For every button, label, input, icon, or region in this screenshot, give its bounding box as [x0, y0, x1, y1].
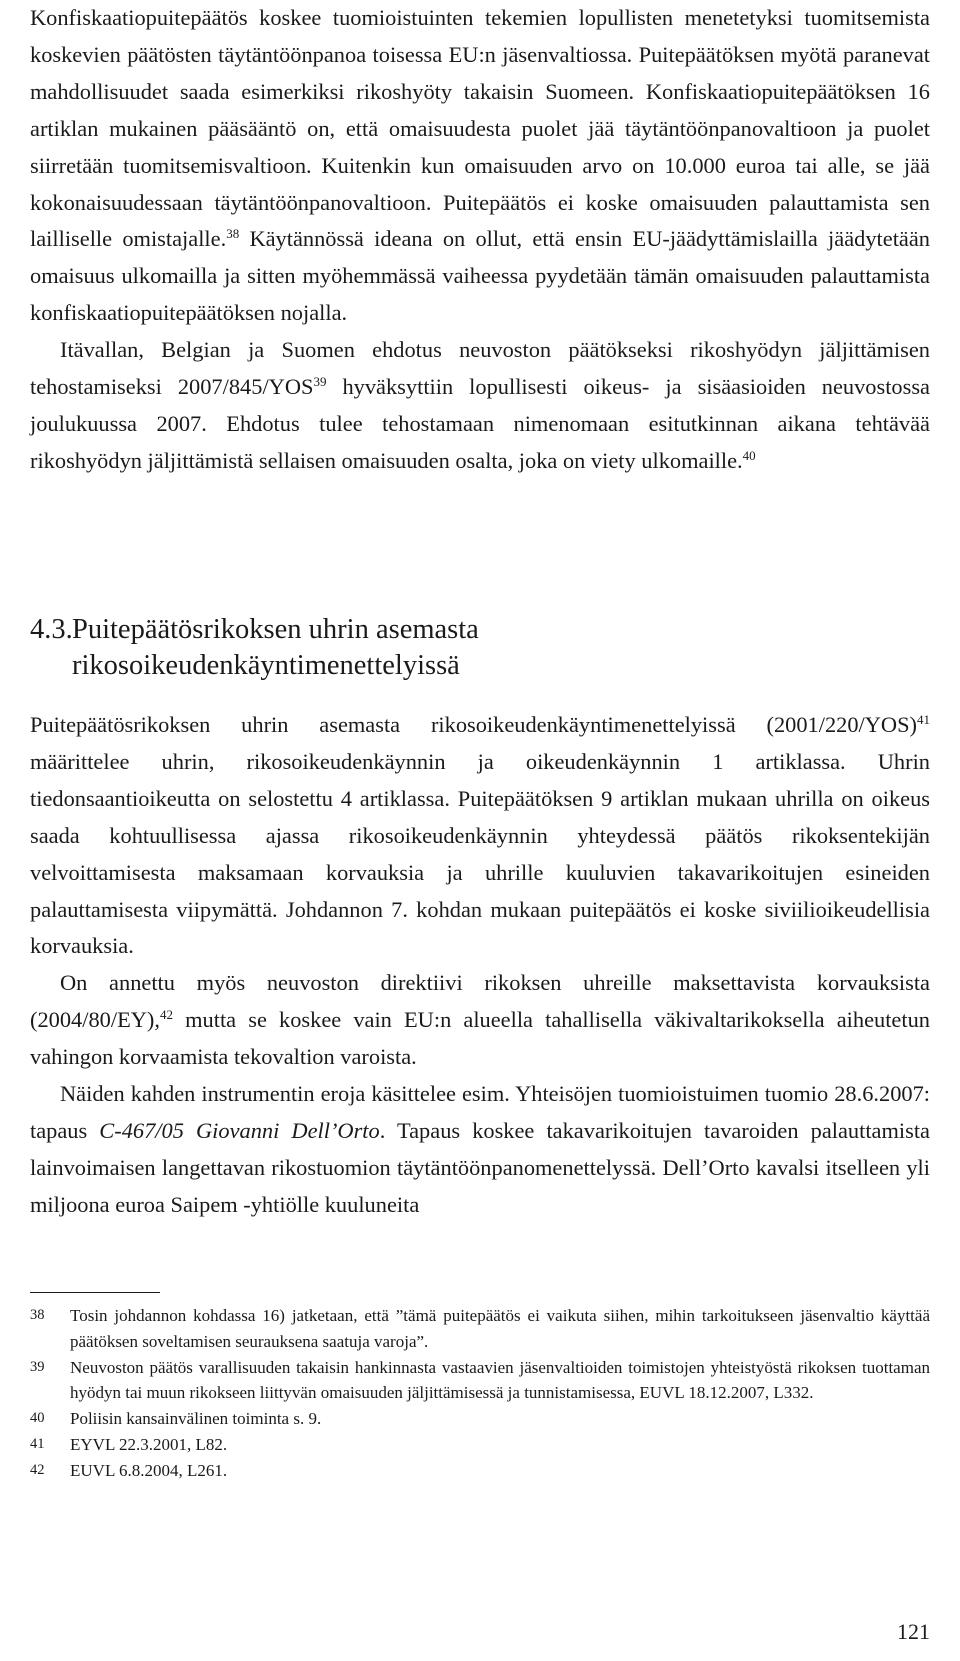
footnote-text: EUVL 6.8.2004, L261.: [70, 1460, 228, 1480]
footnote-ref-41[interactable]: 41: [917, 712, 930, 727]
paragraph-text: määrittelee uhrin, rikosoikeudenkäynnin ja oikeudenkäynnin 1 artiklassa. Uhrin tiedonsaantioikeutta on selostettu 4 artiklassa. Puitepäätöksen 9 artiklan mukaan uhrilla on oikeus saada kohtuullisessa ajassa rikosoikeudenkäynnin yhteydessä päätös rikoksentekijän velvoittamisesta maksamaan korvauksia ja uhrille kuuluvien takavarikoitujen esineiden palauttamisesta viipymättä. Johdannon 7. kohdan mukaan puitepäätös ei koske siviilioikeudellisia korvauksia.: [30, 748, 930, 959]
footnote-42: [30, 1458, 930, 1484]
section-number: 4.3.: [30, 614, 73, 645]
paragraph-text: . Tapaus koskee takavarikoitujen tavaroiden palauttamista lainvoimaisen langettavan rikostuomion täytäntöönpanomenettelyssä. Dell’Orto kavalsi itselleen yli miljoona euroa Saipem -yhtiölle kuuluneita: [30, 1117, 930, 1217]
paragraph-text: Käytännössä ideana on ollut, että ensin EU-jäädyttämislailla jäädytetään omaisuus ulkomailla ja sitten myöhemmässä vaiheessa pyydetään tämän omaisuuden palauttamista konfiskaatiopuitepäätöksen nojalla.: [30, 226, 930, 326]
paragraph-victim-status: [30, 707, 930, 965]
footnote-38: [30, 1303, 930, 1355]
footnote-divider: [30, 1292, 160, 1293]
paragraph-text: mutta se koskee vain EU:n alueella tahallisella väkivaltarikoksella aiheutetun vahingon korvaamista tekovaltion varoista.: [30, 1007, 930, 1070]
footnotes: [30, 1303, 930, 1484]
footnote-39: [30, 1355, 930, 1407]
footnote-text: Poliisin kansainvälinen toiminta s. 9.: [70, 1409, 322, 1429]
footnote-number: 40: [30, 1410, 45, 1427]
paragraph-proceeds-tracing: [30, 332, 930, 480]
footnote-number: 42: [30, 1461, 45, 1478]
footnote-number: 39: [30, 1358, 45, 1375]
footnote-number: 38: [30, 1307, 45, 1323]
paragraph-text: Puitepäätösrikoksen uhrin asemasta rikosoikeudenkäyntimenettelyissä (2001/220/YOS): [30, 712, 917, 737]
paragraph-text: Näiden kahden instrumentin eroja käsittelee esim. Yhteisöjen tuomioistuimen tuomio 28.6.2007: tapaus: [30, 1081, 930, 1143]
page-number: 121: [897, 1619, 930, 1644]
footnote-text: Tosin johdannon kohdassa 16) jatketaan, että ”tämä puitepäätös ei vaikuta siihen, mihin tarkoitukseen jäsenvaltio käyttää päätöksen soveltamisen seurauksena saatuja varoja”.: [70, 1306, 930, 1351]
footnote-ref-39[interactable]: 39: [313, 374, 327, 390]
paragraph-case-law: [30, 1076, 930, 1224]
section-title: [72, 612, 930, 684]
paragraph-text: hyväksyttiin lopullisesti oikeus- ja sisäasioiden neuvostossa joulukuussa 2007. Ehdotus tulee tehostamaan nimenomaan esitutkinnan aikana tehtävää rikoshyödyn jäljittämistä sellaisen omaisuuden osalta, joka on viety ulkomaille.: [30, 374, 930, 473]
footnote-ref-40[interactable]: 40: [742, 447, 756, 463]
footnote-ref-42[interactable]: 42: [159, 1007, 173, 1023]
paragraph-text: Konfiskaatiopuitepäätös koskee tuomioistuinten tekemien lopullisten menetetyksi tuomitsemista koskevien päätösten täytäntöönpanoa toisessa EU:n jäsenvaltiossa. Puitepäätöksen myötä paranevat mahdollisuudet saada esimerkiksi rikoshyöty takaisin Suomeen. Konfiskaatiopuitepäätöksen 16 artiklan mukainen pääsääntö on, että omaisuudesta puolet jää täytäntöönpanovaltioon ja puolet siirretään tuomitsemisvaltioon. Kuitenkin kun omaisuuden arvo on 10.000 euroa tai alle, se jää kokonaisuudessaan täytäntöönpanovaltioon. Puitepäätös ei koske omaisuuden palauttamista sen lailliselle omistajalle.: [30, 5, 930, 252]
footnote-text: Neuvoston päätös varallisuuden takaisin hankinnasta vastaavien jäsenvaltioiden toimistojen yhteistyöstä rikoksen tuottaman hyödyn tai muun rikokseen liittyvän omaisuuden jäljittämisessä ja tunnistamisessa, EUVL 18.12.2007, L332.: [70, 1357, 930, 1403]
section-title-line: Puitepäätösrikoksen uhrin asemasta: [72, 614, 479, 645]
footnote-ref-38[interactable]: 38: [226, 226, 240, 242]
paragraph-text: On annettu myös neuvoston direktiivi rikoksen uhreille maksettavista korvauksista (2004/80/EY),: [30, 970, 930, 1033]
case-name: C-467/05 Giovanni Dell’Orto: [99, 1117, 380, 1143]
footnote-text: EYVL 22.3.2001, L82.: [70, 1434, 228, 1454]
paragraph-compensation-directive: [30, 965, 930, 1076]
body-text-section: [30, 707, 930, 1224]
footnote-40: [30, 1406, 930, 1432]
section-title-line: rikosoikeudenkäyntimenettelyissä: [72, 650, 460, 681]
section-heading: [30, 612, 930, 684]
paragraph-confiscation: [30, 0, 930, 332]
paragraph-text: Itävallan, Belgian ja Suomen ehdotus neuvoston päätökseksi rikoshyödyn jäljittämisen tehostamiseksi 2007/845/YOS: [30, 337, 930, 400]
body-text-top: [30, 0, 930, 480]
footnote-number: 41: [30, 1435, 45, 1452]
footnote-41: [30, 1432, 930, 1458]
